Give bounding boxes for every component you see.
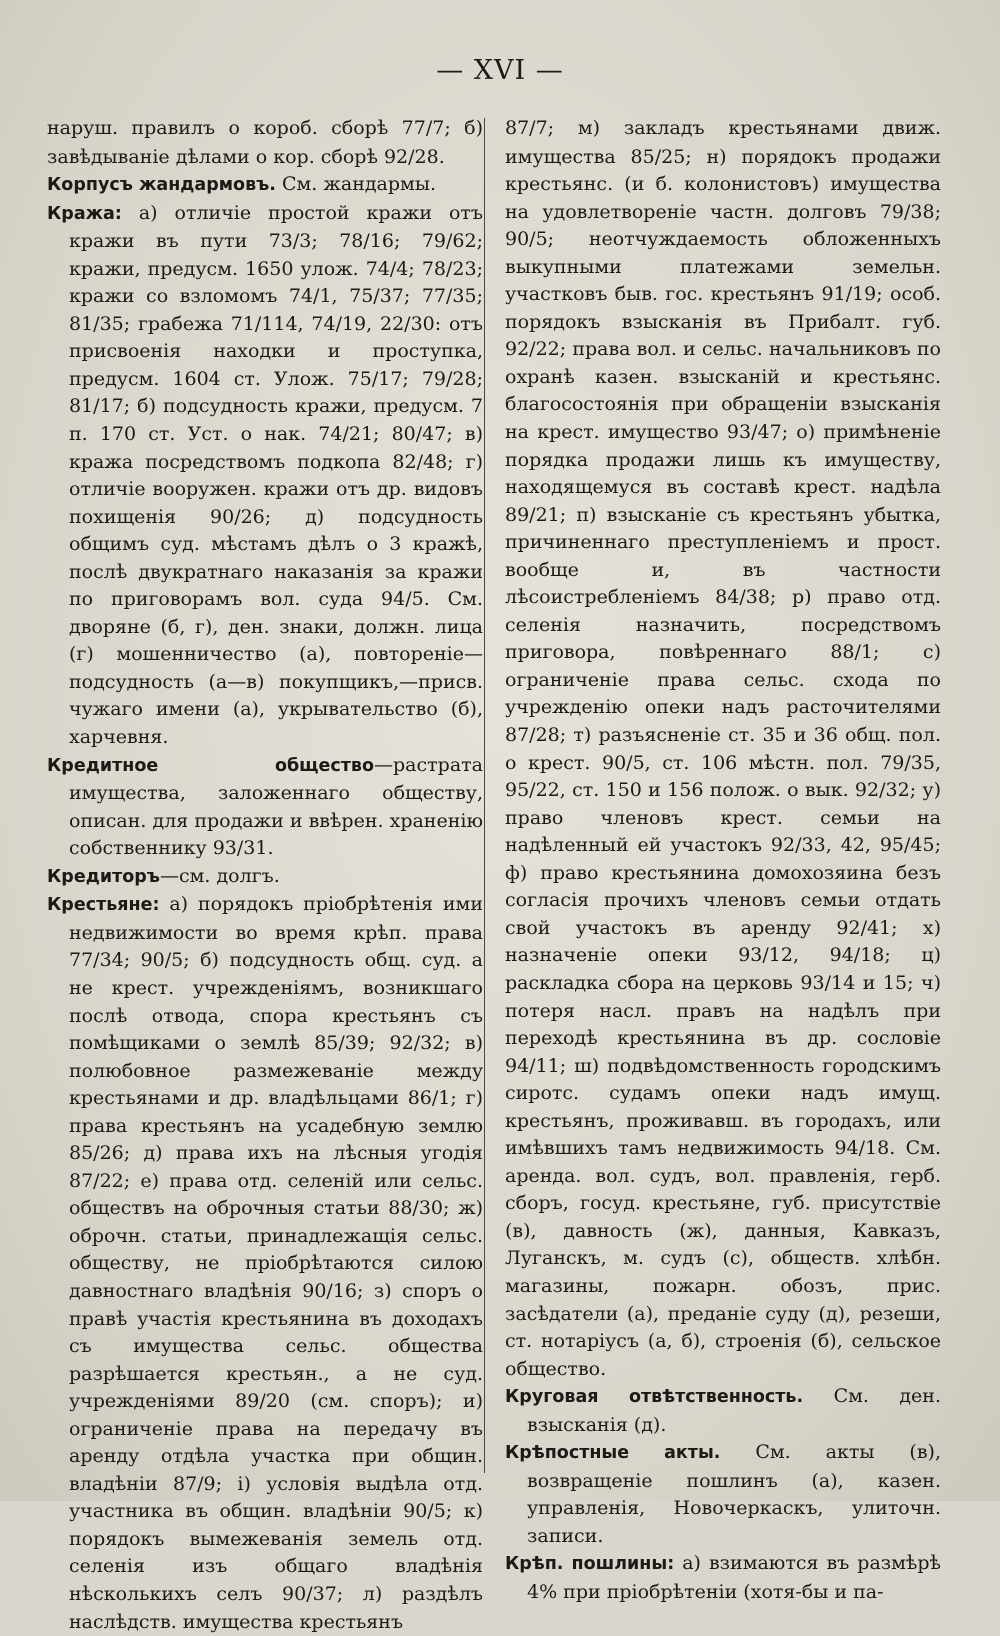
index-entry xyxy=(505,1550,941,1606)
entry-heading: Крестьяне: xyxy=(47,895,160,916)
entry-heading: Корпусъ жандармовъ. xyxy=(47,175,276,196)
entry-text: а) взимаются въ размѣрѣ 4% при пріобрѣтеніи (хотя-бы и па- xyxy=(527,1552,942,1603)
entry-text: —растрата имущества, заложеннаго обществу, описан. для продажи и ввѣрен. храненію собственнику 93/31. xyxy=(69,753,483,860)
entry-heading: Крѣп. пошлины: xyxy=(505,1554,675,1575)
entry-text: —см. долгъ. xyxy=(159,864,280,887)
index-entry xyxy=(47,863,483,892)
entry-text: наруш. правилъ о короб. сборѣ 77/7; б) завѣдываніе дѣлами о кор. сборѣ 92/28. xyxy=(47,117,483,168)
index-entry xyxy=(47,891,483,1636)
entry-text: а) порядокъ пріобрѣтенія ими недвижимости во время крѣп. права 77/34; 90/5; б) подсудность общ. суд. а не крест. учрежденіямъ, возникшаго послѣ отвода, спора крестьянъ съ помѣщиками о землѣ 85/39; 92/32; в) полюбовное размежеваніе между крестьянами и др. владѣльцами 86/1; г) права крестьянъ на усадебную землю 85/26; д) права ихъ на лѣсныя угодія 87/22; е) права отд. селеній или сельс. обществъ на оброчныя статьи 88/30; ж) оброчн. статьи, принадлежащія сельс. обществу, не пріобрѣтаются силою давностнаго владѣнія 90/16; з) споръ о правѣ участія крестьянина въ доходахъ съ имущества сельс. общества разрѣшается крестьян., а не суд. учрежденіями 89/20 (см. споръ); и) ограниченіе права на передачу въ аренду отдѣла участка при общин. владѣніи 87/9; і) условія выдѣла отд. участника въ общин. владѣніи 90/5; к) порядокъ вымежеванія земель отд. селенія изъ общаго владѣнія нѣсколькихъ селъ 90/37; л) раздѣлъ наслѣдств. имущества крестьянъ xyxy=(69,893,483,1633)
entry-text: 87/7; м) закладъ крестьянами движ. имущества 85/25; н) порядокъ продажи крестьянс. (и б. колонистовъ) имущества на удовлетвореніе частн. долговъ 79/38; 90/5; неотчуждаемость обложенныхъ выкупными платежами земельн. участковъ быв. гос. крестьянъ 91/19; особ. порядокъ взысканія въ Прибалт. губ. 92/22; права вол. и сельс. начальниковъ по охранѣ казен. взысканій и крестьянс. благосостоянія при обращеніи взысканія на крест. имущество 93/47; о) примѣненіе порядка продажи лишь къ имуществу, находящемуся въ составѣ крест. надѣла 89/21; п) взысканіе съ крестьянъ убытка, причиненнаго преступленіемъ и прост. вообще и, въ частности лѣсоистребленіемъ 84/38; р) право отд. селенія назначить, посредствомъ приговора, повѣреннаго 88/1; с) ограниченіе права сельс. схода по учрежденію опеки надъ расточителями 87/28; т) разъясненіе ст. 35 и 36 общ. пол. о крест. 90/5, ст. 106 мѣстн. пол. 79/35, 95/22, ст. 150 и 156 полож. о вык. 92/32; у) право членовъ крест. семьи на надѣленный ей участокъ 92/33, 42, 95/45; ф) право крестьянина домохозяина безъ согласія прочихъ членовъ семьи отдать свой участокъ въ аренду 92/41; х) назначеніе опеки 93/12, 94/18; ц) раскладка сбора на церковь 93/14 и 15; ч) потеря насл. правъ на надѣлъ при переходѣ крестьянина въ др. сословіе 94/11; ш) подвѣдомственность городскимъ сиротс. судамъ опеки надъ имущ. крестьянъ, проживавш. въ городахъ, или имѣвшихъ тамъ недвижимость 94/18. См. аренда. вол. судъ, вол. правленія, герб. сборъ, госуд. крестьяне, губ. присутствіе (в), давность (ж), данныя, Кавказъ, Луганскъ, м. судъ (с), обществ. хлѣбн. магазины, пожарн. обозъ, прис. засѣдатели (а), преданіе суду (д), резеши, ст. нотаріусъ (а, б), строенія (б), сельское общество. xyxy=(505,117,941,1380)
entry-text: а) отличіе простой кражи отъ кражи въ пути 73/3; 78/16; 79/62; кражи, предусм. 1650 улож. 74/4; 78/23; кражи со взломомъ 74/1, 75/37; 77/35; 81/35; грабежа 71/114, 74/19, 22/30: отъ присвоенія находки и проступка, предусм. 1604 ст. Улож. 75/17; 79/28; 81/17; б) подсудность кражи, предусм. 7 п. 170 ст. Уст. о нак. 74/21; 80/47; в) кража посредствомъ подкопа 82/48; г) отличіе вооружен. кражи отъ др. видовъ похищенія 90/26; д) подсудность общимъ суд. мѣстамъ дѣлъ о 3 кражѣ, послѣ двукратнаго наказанія за кражи по приговорамъ вол. суда 94/5. См. дворяне (б, г), ден. знаки, должн. лица (г) мошенничество (а), повтореніе—подсудность (а—в) покупщикъ,—присв. чужаго имени (а), укрывательство (б), харчевня. xyxy=(69,201,483,749)
right-column xyxy=(505,115,941,1607)
entry-text: См. жандармы. xyxy=(275,173,436,196)
entry-heading: Кража: xyxy=(47,203,122,224)
entry-heading: Крѣпостные акты. xyxy=(505,1443,721,1464)
entry-heading: Круговая отвѣтственность. xyxy=(505,1387,804,1408)
index-entry xyxy=(505,1439,941,1550)
page-number: — XVI — xyxy=(436,55,564,86)
index-entry xyxy=(47,752,483,863)
entry-heading: Кредиторъ xyxy=(47,866,160,887)
index-entry xyxy=(47,171,483,200)
entry-text: См. акты (в), возвращеніе пошлинъ (а), казен. управленія, Новочеркаскъ, улиточн. записи. xyxy=(527,1441,941,1547)
index-entry xyxy=(505,1383,941,1439)
entry-text: См. ден. взысканія (д). xyxy=(527,1385,941,1436)
entry-heading: Кредитное общество xyxy=(47,755,375,776)
index-entry xyxy=(47,200,483,752)
index-entry xyxy=(47,115,483,171)
index-entry xyxy=(505,115,941,1383)
left-column xyxy=(47,115,483,1636)
column-divider xyxy=(484,118,485,1473)
